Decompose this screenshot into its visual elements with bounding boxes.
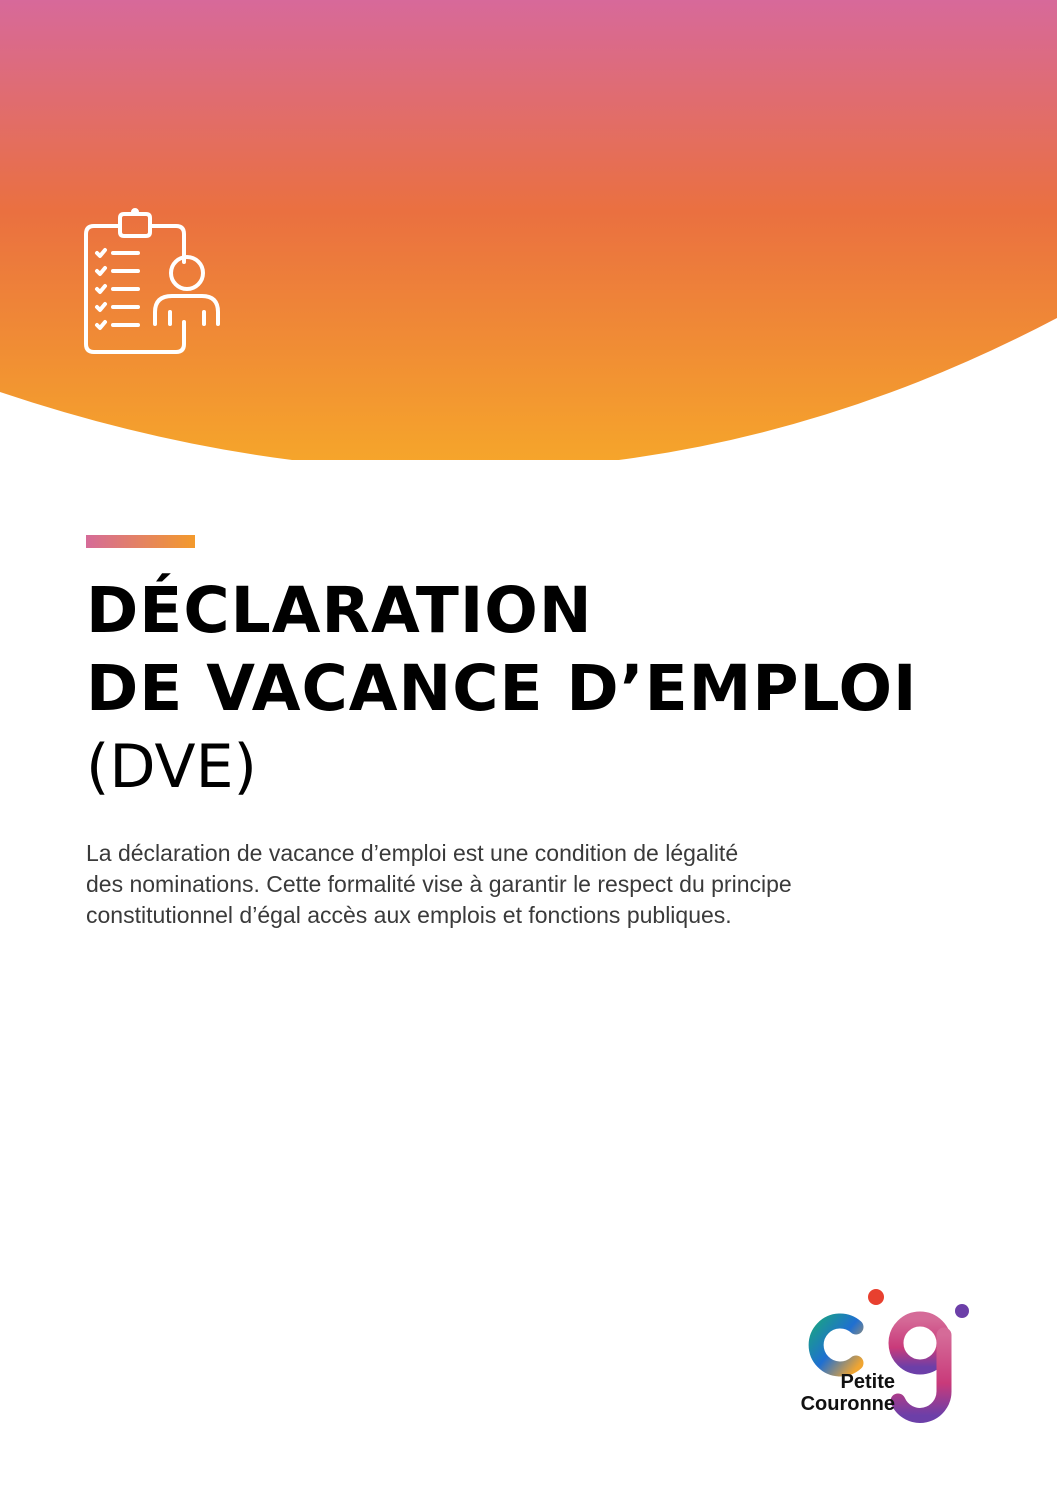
title-line-2: DE VACANCE D’EMPLOI (86, 652, 918, 725)
logo-line-2: Couronne (800, 1393, 895, 1415)
cig-logo (770, 1285, 980, 1425)
clipboard-person-icon (80, 208, 225, 360)
intro-line: des nominations. Cette formalité vise à garantir le respect du principe (86, 871, 792, 897)
intro-line: La déclaration de vacance d’emploi est une condition de légalité (86, 840, 739, 866)
accent-bar (86, 535, 195, 548)
title-line-1: DÉCLARATION (86, 574, 593, 647)
intro-paragraph (86, 838, 986, 931)
title-abbreviation: (DVE) (86, 732, 257, 802)
logo-text (801, 1371, 895, 1415)
document-title (86, 572, 1016, 806)
intro-line: constitutionnel d’égal accès aux emplois et fonctions publiques. (86, 902, 732, 928)
logo-line-1: Petite (840, 1371, 895, 1393)
